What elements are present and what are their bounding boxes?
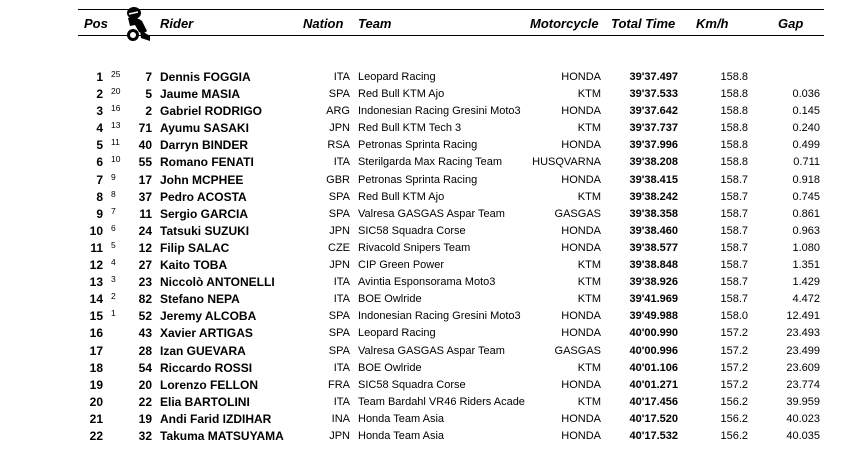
cell-total-time: 39'38.415	[629, 173, 678, 186]
cell-speed: 158.7	[720, 207, 748, 220]
cell-gap: 1.429	[792, 276, 820, 289]
cell-total-time: 40'00.996	[629, 344, 678, 357]
cell-points: 5	[111, 239, 116, 250]
cell-gap: 23.499	[786, 344, 820, 357]
cell-motorcycle: HONDA	[561, 173, 601, 186]
table-row	[0, 378, 854, 395]
cell-bike-number: 20	[138, 377, 152, 392]
cell-team: Honda Team Asia	[358, 429, 445, 442]
cell-position: 18	[89, 360, 103, 375]
cell-bike-number: 19	[138, 411, 152, 426]
table-row	[0, 258, 854, 275]
cell-motorcycle: HONDA	[561, 310, 601, 323]
cell-team: CIP Green Power	[358, 259, 445, 272]
header-gap: Gap	[778, 16, 804, 31]
cell-bike-number: 37	[138, 189, 152, 204]
cell-rider-name: Ayumu SASAKI	[160, 121, 249, 136]
cell-total-time: 40'17.456	[629, 395, 678, 408]
cell-total-time: 39'38.848	[629, 259, 678, 272]
cell-gap: 0.145	[792, 105, 820, 118]
cell-gap: 0.036	[792, 88, 820, 101]
cell-gap: 39.959	[786, 395, 820, 408]
table-row	[0, 326, 854, 343]
cell-total-time: 39'37.737	[629, 122, 678, 135]
cell-position: 22	[89, 428, 103, 443]
cell-points: 20	[111, 86, 121, 97]
table-row	[0, 395, 854, 412]
cell-nation: FRA	[328, 378, 350, 391]
table-row	[0, 207, 854, 224]
cell-nation: SPA	[328, 88, 350, 101]
cell-motorcycle: HUSQVARNA	[532, 156, 601, 169]
header-total-time: Total Time	[611, 16, 676, 31]
cell-nation: SPA	[328, 190, 350, 203]
cell-position: 11	[90, 240, 103, 255]
cell-team: Red Bull KTM Tech 3	[358, 122, 462, 135]
cell-speed: 158.8	[720, 139, 748, 152]
cell-points: 25	[111, 69, 121, 79]
cell-gap: 40.023	[786, 412, 820, 425]
cell-points: 7	[111, 205, 116, 216]
cell-motorcycle: KTM	[577, 293, 601, 306]
cell-nation: JPN	[329, 259, 350, 272]
cell-rider-name: Xavier ARTIGAS	[160, 326, 253, 341]
table-row	[0, 224, 854, 241]
cell-rider-name: Sergio GARCIA	[160, 206, 249, 221]
cell-rider-name: Andi Farid IZDIHAR	[160, 411, 272, 426]
results-header	[0, 0, 854, 40]
cell-total-time: 39'37.497	[629, 71, 678, 83]
cell-bike-number: 22	[138, 394, 152, 409]
cell-gap: 1.351	[792, 259, 820, 272]
cell-team: SIC58 Squadra Corse	[358, 224, 466, 237]
cell-motorcycle: HONDA	[561, 71, 601, 83]
cell-nation: CZE	[328, 241, 350, 254]
cell-team: Sterilgarda Max Racing Team	[358, 156, 503, 169]
cell-motorcycle: KTM	[577, 122, 601, 135]
cell-points: 1	[111, 308, 116, 319]
table-row	[0, 155, 854, 172]
cell-team: Valresa GASGAS Aspar Team	[358, 344, 505, 357]
header-team: Team	[358, 16, 392, 31]
cell-position: 6	[96, 155, 103, 170]
cell-team: BOE Owlride	[358, 361, 422, 374]
cell-speed: 156.2	[720, 395, 748, 408]
cell-motorcycle: HONDA	[561, 429, 601, 442]
cell-position: 3	[96, 104, 103, 119]
cell-speed: 157.2	[720, 327, 748, 340]
cell-rider-name: Darryn BINDER	[160, 138, 249, 153]
cell-speed: 156.2	[720, 412, 748, 425]
cell-rider-name: Romano FENATI	[160, 155, 254, 170]
cell-bike-number: 28	[138, 343, 152, 358]
cell-motorcycle: KTM	[577, 259, 601, 272]
cell-bike-number: 43	[138, 326, 152, 341]
cell-position: 2	[96, 87, 103, 102]
cell-motorcycle: HONDA	[561, 378, 601, 391]
cell-team: Red Bull KTM Ajo	[358, 190, 445, 203]
cell-team: Valresa GASGAS Aspar Team	[358, 207, 505, 220]
cell-total-time: 39'38.208	[629, 156, 678, 169]
cell-motorcycle: KTM	[577, 395, 601, 408]
table-row	[0, 292, 854, 309]
cell-bike-number: 5	[145, 87, 152, 102]
results-table	[0, 70, 854, 446]
cell-team: Rivacold Snipers Team	[358, 241, 471, 254]
cell-nation: ITA	[333, 71, 350, 83]
cell-rider-name: Gabriel RODRIGO	[160, 104, 263, 119]
cell-team: SIC58 Squadra Corse	[358, 378, 466, 391]
cell-speed: 158.7	[720, 293, 748, 306]
cell-total-time: 39'37.533	[629, 88, 678, 101]
cell-team: Team Bardahl VR46 Riders Acade	[358, 395, 525, 408]
cell-bike-number: 27	[138, 258, 152, 273]
table-row	[0, 361, 854, 378]
cell-nation: GBR	[326, 173, 350, 186]
cell-points: 13	[111, 120, 121, 131]
cell-position: 8	[96, 189, 103, 204]
cell-total-time: 39'38.358	[629, 207, 678, 220]
cell-points: 9	[111, 171, 116, 182]
cell-motorcycle: KTM	[577, 276, 601, 289]
cell-position: 21	[89, 411, 103, 426]
header-rider: Rider	[160, 16, 194, 31]
cell-motorcycle: HONDA	[561, 327, 601, 340]
cell-points: 6	[111, 222, 116, 233]
cell-total-time: 39'49.988	[629, 310, 678, 323]
cell-nation: INA	[331, 412, 350, 425]
table-row	[0, 190, 854, 207]
cell-total-time: 40'17.532	[629, 429, 678, 442]
cell-rider-name: Dennis FOGGIA	[160, 70, 251, 84]
cell-bike-number: 12	[138, 240, 152, 255]
cell-gap: 4.472	[792, 293, 820, 306]
cell-gap: 23.493	[786, 327, 820, 340]
cell-speed: 157.2	[720, 361, 748, 374]
cell-nation: SPA	[328, 310, 350, 323]
cell-gap: 0.711	[793, 156, 820, 169]
cell-nation: ITA	[333, 361, 350, 374]
cell-position: 17	[89, 343, 103, 358]
cell-speed: 157.2	[720, 378, 748, 391]
cell-team: Honda Team Asia	[358, 412, 445, 425]
cell-bike-number: 82	[138, 292, 152, 307]
cell-nation: JPN	[329, 429, 350, 442]
cell-gap: 1.080	[792, 241, 820, 254]
cell-motorcycle: HONDA	[561, 139, 601, 152]
cell-nation: JPN	[329, 122, 350, 135]
header-motorcycle: Motorcycle	[530, 16, 599, 31]
cell-total-time: 39'37.642	[629, 105, 678, 118]
table-row	[0, 429, 854, 446]
table-row	[0, 309, 854, 326]
cell-bike-number: 54	[138, 360, 152, 375]
cell-points: 8	[111, 188, 116, 199]
table-row	[0, 241, 854, 258]
table-row	[0, 173, 854, 190]
cell-rider-name: John MCPHEE	[160, 172, 244, 187]
cell-points: 4	[111, 257, 116, 268]
cell-total-time: 39'38.460	[629, 224, 678, 237]
cell-total-time: 39'38.577	[629, 241, 678, 254]
table-row	[0, 87, 854, 104]
cell-motorcycle: KTM	[577, 190, 601, 203]
header-top-rule	[78, 9, 824, 10]
cell-team: Petronas Sprinta Racing	[358, 173, 478, 186]
cell-total-time: 40'17.520	[629, 412, 678, 425]
cell-motorcycle: HONDA	[561, 412, 601, 425]
cell-rider-name: Jaume MASIA	[160, 87, 241, 102]
header-nation: Nation	[303, 16, 344, 31]
cell-total-time: 40'01.106	[629, 361, 678, 374]
cell-team: Indonesian Racing Gresini Moto3	[358, 310, 521, 323]
cell-total-time: 39'41.969	[629, 293, 678, 306]
cell-speed: 158.8	[720, 71, 748, 83]
cell-nation: JPN	[329, 224, 350, 237]
cell-rider-name: Filip SALAC	[160, 240, 230, 255]
cell-bike-number: 23	[138, 275, 152, 290]
cell-gap: 40.035	[786, 429, 820, 442]
cell-nation: ITA	[333, 395, 350, 408]
cell-rider-name: Pedro ACOSTA	[160, 189, 247, 204]
cell-position: 5	[96, 138, 103, 153]
cell-rider-name: Jeremy ALCOBA	[160, 309, 257, 324]
cell-position: 14	[89, 292, 103, 307]
cell-points: 3	[111, 274, 116, 285]
cell-points: 10	[111, 154, 121, 165]
cell-position: 20	[89, 394, 103, 409]
cell-points: 16	[111, 103, 121, 114]
cell-speed: 158.7	[720, 173, 748, 186]
cell-motorcycle: GASGAS	[554, 344, 601, 357]
cell-speed: 158.7	[720, 276, 748, 289]
cell-rider-name: Stefano NEPA	[160, 292, 240, 307]
cell-gap: 0.240	[792, 122, 820, 135]
cell-bike-number: 2	[145, 104, 152, 119]
cell-team: Avintia Esponsorama Moto3	[358, 276, 496, 289]
cell-bike-number: 71	[138, 121, 152, 136]
cell-bike-number: 17	[138, 172, 152, 187]
cell-team: Leopard Racing	[358, 71, 436, 83]
cell-motorcycle: HONDA	[561, 241, 601, 254]
cell-speed: 158.7	[720, 241, 748, 254]
cell-bike-number: 11	[139, 206, 152, 221]
cell-total-time: 39'38.926	[629, 276, 678, 289]
cell-gap: 0.745	[792, 190, 820, 203]
cell-position: 1	[96, 70, 103, 84]
cell-speed: 158.7	[720, 259, 748, 272]
cell-motorcycle: HONDA	[561, 224, 601, 237]
cell-nation: ITA	[333, 276, 350, 289]
cell-rider-name: Tatsuki SUZUKI	[160, 223, 250, 238]
table-row	[0, 70, 854, 87]
cell-nation: RSA	[327, 139, 350, 152]
cell-position: 4	[96, 121, 103, 136]
header-pos: Pos	[84, 16, 108, 31]
cell-gap: 0.499	[792, 139, 820, 152]
table-row	[0, 344, 854, 361]
cell-gap: 0.963	[792, 224, 820, 237]
cell-bike-number: 52	[138, 309, 152, 324]
table-row	[0, 104, 854, 121]
cell-nation: SPA	[328, 327, 350, 340]
cell-position: 10	[89, 223, 103, 238]
cell-total-time: 40'00.990	[629, 327, 678, 340]
cell-bike-number: 7	[145, 70, 152, 84]
cell-position: 15	[89, 309, 103, 324]
cell-speed: 158.8	[720, 122, 748, 135]
cell-rider-name: Lorenzo FELLON	[160, 377, 258, 392]
cell-speed: 156.2	[720, 429, 748, 442]
cell-total-time: 39'37.996	[629, 139, 678, 152]
cell-gap: 23.609	[786, 361, 820, 374]
cell-rider-name: Niccolò ANTONELLI	[160, 275, 275, 290]
cell-position: 7	[96, 172, 103, 187]
cell-nation: ITA	[333, 156, 350, 169]
cell-bike-number: 55	[138, 155, 152, 170]
cell-speed: 158.7	[720, 224, 748, 237]
cell-rider-name: Izan GUEVARA	[160, 343, 246, 358]
cell-team: Leopard Racing	[358, 327, 436, 340]
cell-rider-name: Kaito TOBA	[160, 258, 228, 273]
cell-speed: 158.7	[720, 190, 748, 203]
cell-nation: SPA	[328, 344, 350, 357]
cell-team: Petronas Sprinta Racing	[358, 139, 478, 152]
table-row	[0, 412, 854, 429]
cell-team: Indonesian Racing Gresini Moto3	[358, 105, 521, 118]
cell-nation: ARG	[326, 105, 350, 118]
cell-rider-name: Takuma MATSUYAMA	[160, 428, 284, 443]
cell-speed: 158.8	[720, 156, 748, 169]
cell-position: 12	[89, 258, 103, 273]
header-bottom-rule	[78, 35, 824, 36]
cell-bike-number: 24	[138, 223, 152, 238]
cell-gap: 23.774	[786, 378, 820, 391]
cell-total-time: 39'38.242	[629, 190, 678, 203]
cell-nation: ITA	[333, 293, 350, 306]
cell-bike-number: 40	[138, 138, 152, 153]
cell-gap: 12.491	[786, 310, 820, 323]
table-row	[0, 275, 854, 292]
cell-gap: 0.861	[792, 207, 820, 220]
cell-speed: 158.8	[720, 88, 748, 101]
cell-speed: 157.2	[720, 344, 748, 357]
header-kmh: Km/h	[696, 16, 729, 31]
table-row	[0, 121, 854, 138]
cell-points: 11	[111, 137, 120, 148]
cell-total-time: 40'01.271	[629, 378, 678, 391]
cell-position: 9	[96, 206, 103, 221]
motorcycle-rider-icon	[123, 4, 153, 44]
cell-nation: SPA	[328, 207, 350, 220]
cell-motorcycle: KTM	[577, 88, 601, 101]
cell-speed: 158.8	[720, 105, 748, 118]
cell-bike-number: 32	[138, 428, 152, 443]
cell-rider-name: Riccardo ROSSI	[160, 360, 253, 375]
cell-position: 13	[89, 275, 103, 290]
cell-motorcycle: HONDA	[561, 105, 601, 118]
table-row	[0, 138, 854, 155]
cell-motorcycle: GASGAS	[554, 207, 601, 220]
cell-gap: 0.918	[792, 173, 820, 186]
cell-team: BOE Owlride	[358, 293, 422, 306]
cell-rider-name: Elia BARTOLINI	[160, 394, 250, 409]
cell-speed: 158.0	[720, 310, 748, 323]
cell-points: 2	[111, 291, 116, 302]
cell-position: 19	[89, 377, 103, 392]
cell-position: 16	[89, 326, 103, 341]
cell-motorcycle: KTM	[577, 361, 601, 374]
cell-team: Red Bull KTM Ajo	[358, 88, 445, 101]
